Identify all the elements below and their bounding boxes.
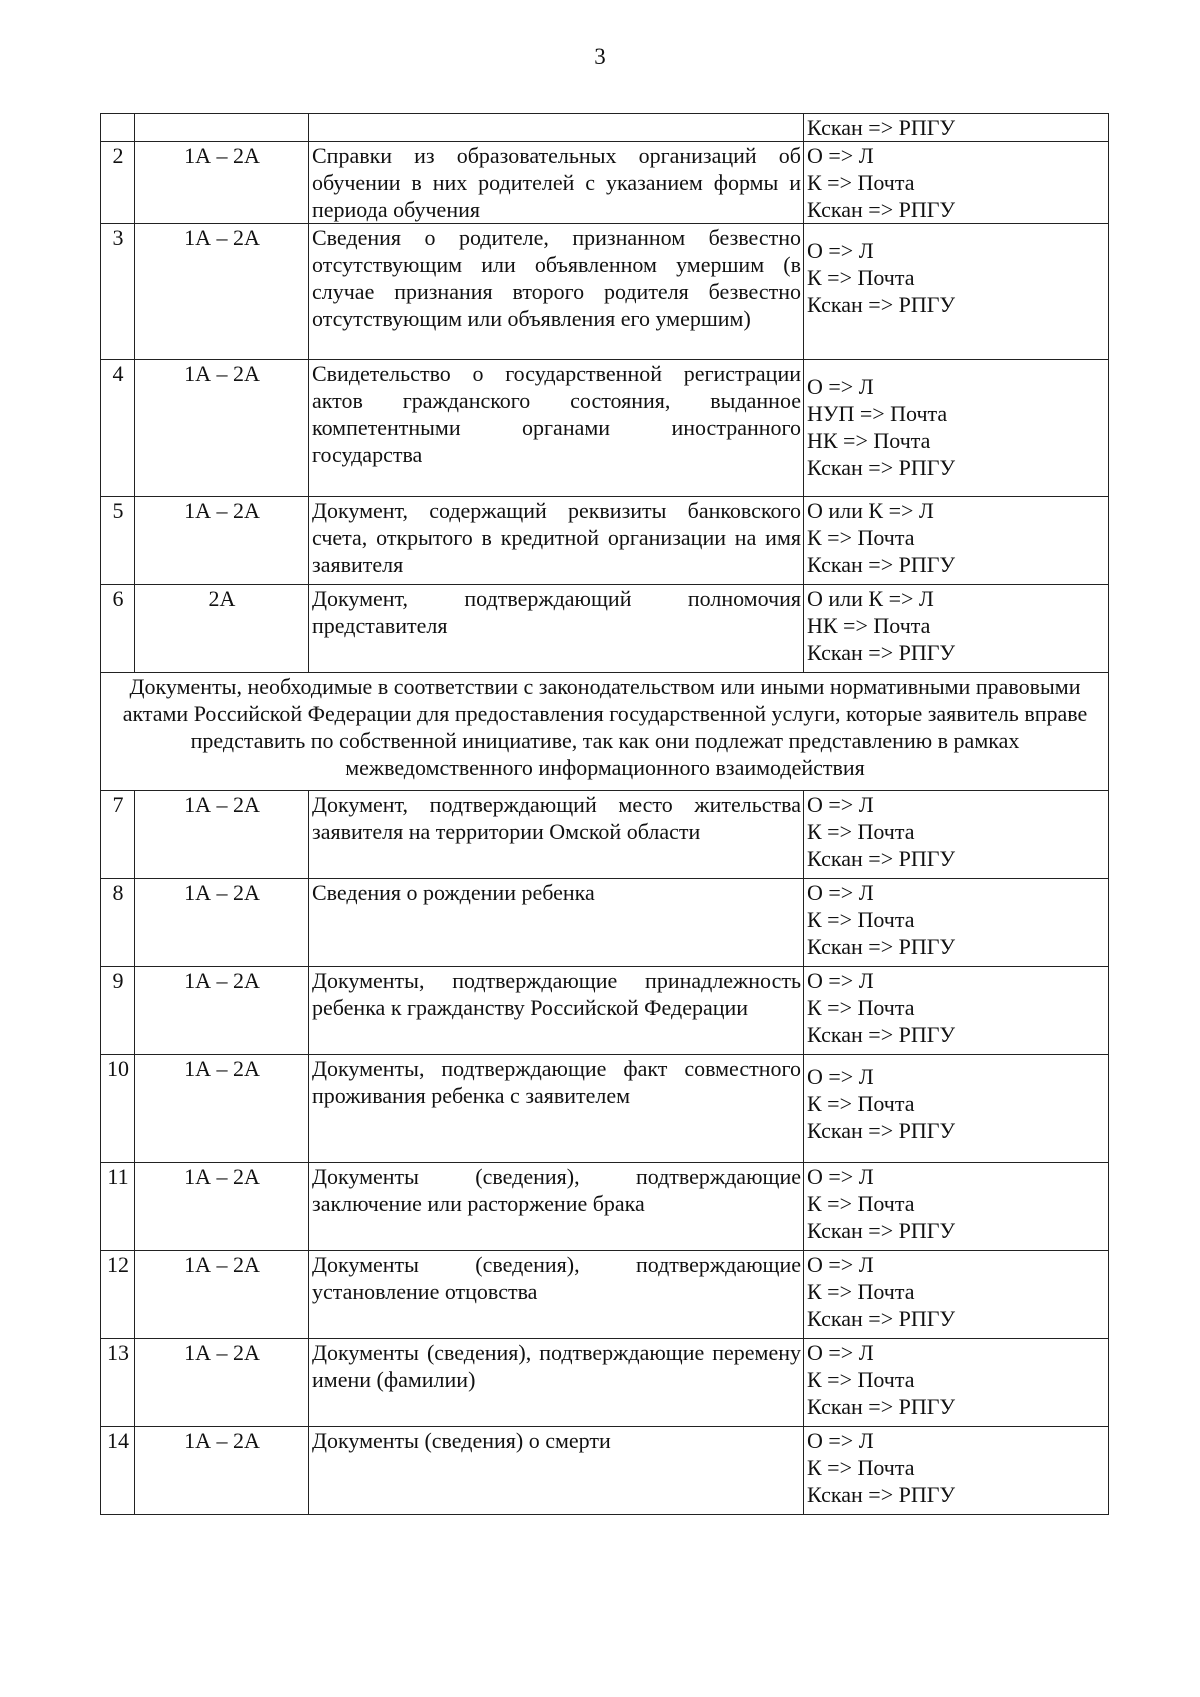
method-line: О или К => Л <box>807 586 934 611</box>
row-description: Документы, подтверждающие принадлежность ребенка к гражданству Российской Федерации <box>309 967 804 1055</box>
section-heading-row <box>101 673 1109 791</box>
method-line: О => Л <box>807 1252 874 1277</box>
row-description: Документ, содержащий реквизиты банковского счета, открытого в кредитной организации на имя заявителя <box>309 497 804 585</box>
table-row <box>101 1427 1109 1515</box>
row-number: 2 <box>101 142 135 224</box>
table-row <box>101 585 1109 673</box>
method-line: Кскан => РПГУ <box>807 1306 956 1331</box>
method-line: К => Почта <box>807 907 915 932</box>
row-number: 6 <box>101 585 135 673</box>
row-code: 1А – 2А <box>135 497 309 585</box>
table-row <box>101 1163 1109 1251</box>
row-code <box>135 114 309 142</box>
method-line: Кскан => РПГУ <box>807 197 956 222</box>
row-description: Документы, подтверждающие факт совместного проживания ребенка с заявителем <box>309 1055 804 1163</box>
method-line: Кскан => РПГУ <box>807 552 956 577</box>
method-line: Кскан => РПГУ <box>807 640 956 665</box>
row-code: 1А – 2А <box>135 1339 309 1427</box>
method-line: К => Почта <box>807 1455 915 1480</box>
method-line: О => Л <box>807 968 874 993</box>
row-number: 4 <box>101 360 135 497</box>
row-description: Справки из образовательных организаций об обучении в них родителей с указанием формы и периода обучения <box>309 142 804 224</box>
table-row <box>101 497 1109 585</box>
row-submission-methods <box>804 1251 1109 1339</box>
row-number: 8 <box>101 879 135 967</box>
documents-table <box>100 113 1109 1515</box>
row-submission-methods <box>804 497 1109 585</box>
row-submission-methods <box>804 1055 1109 1163</box>
row-code: 1А – 2А <box>135 360 309 497</box>
method-line: Кскан => РПГУ <box>807 1022 956 1047</box>
method-line: Кскан => РПГУ <box>807 1118 956 1143</box>
section-heading: Документы, необходимые в соответствии с законодательством или иными нормативными правовыми актами Российской Федерации для предоставления государственной услуги, которые заявитель вправе представить по собственной инициативе, так как они подлежат представлению в рамках межведомственного информационного взаимодействия <box>101 673 1109 791</box>
row-description: Сведения о родителе, признанном безвестно отсутствующим или объявленном умершим (в случае признания второго родителя безвестно отсутствующим или объявления его умершим) <box>309 224 804 360</box>
row-number: 3 <box>101 224 135 360</box>
row-submission-methods <box>804 1339 1109 1427</box>
row-description: Документы (сведения), подтверждающие установление отцовства <box>309 1251 804 1339</box>
row-number: 9 <box>101 967 135 1055</box>
row-number: 7 <box>101 791 135 879</box>
method-line: Кскан => РПГУ <box>807 1482 956 1507</box>
row-submission-methods <box>804 879 1109 967</box>
method-line: О => Л <box>807 374 874 399</box>
method-line: К => Почта <box>807 170 915 195</box>
table-row <box>101 879 1109 967</box>
method-line: Кскан => РПГУ <box>807 1394 956 1419</box>
method-line: О => Л <box>807 1164 874 1189</box>
row-submission-methods <box>804 967 1109 1055</box>
method-line: О => Л <box>807 143 874 168</box>
row-submission-methods <box>804 585 1109 673</box>
table-row <box>101 967 1109 1055</box>
method-line: О => Л <box>807 1064 874 1089</box>
table-row <box>101 1251 1109 1339</box>
row-number: 10 <box>101 1055 135 1163</box>
method-line: НУП => Почта <box>807 401 948 426</box>
row-description: Документ, подтверждающий место жительства заявителя на территории Омской области <box>309 791 804 879</box>
row-description: Документы (сведения), подтверждающие перемену имени (фамилии) <box>309 1339 804 1427</box>
row-code: 1А – 2А <box>135 1163 309 1251</box>
row-number: 13 <box>101 1339 135 1427</box>
table-row <box>101 224 1109 360</box>
row-submission-methods <box>804 142 1109 224</box>
method-line: Кскан => РПГУ <box>807 115 956 140</box>
row-code: 1А – 2А <box>135 879 309 967</box>
table-row <box>101 360 1109 497</box>
row-number <box>101 114 135 142</box>
row-submission-methods <box>804 1427 1109 1515</box>
row-submission-methods <box>804 1163 1109 1251</box>
row-submission-methods <box>804 791 1109 879</box>
row-number: 5 <box>101 497 135 585</box>
row-description: Сведения о рождении ребенка <box>309 879 804 967</box>
row-code: 1А – 2А <box>135 142 309 224</box>
method-line: О => Л <box>807 880 874 905</box>
row-description: Документ, подтверждающий полномочия представителя <box>309 585 804 673</box>
table-row <box>101 1055 1109 1163</box>
method-line: Кскан => РПГУ <box>807 455 956 480</box>
table-row <box>101 1339 1109 1427</box>
row-description: Документы (сведения), подтверждающие заключение или расторжение брака <box>309 1163 804 1251</box>
row-number: 12 <box>101 1251 135 1339</box>
method-line: НК => Почта <box>807 613 931 638</box>
table-row <box>101 791 1109 879</box>
method-line: Кскан => РПГУ <box>807 1218 956 1243</box>
method-line: О => Л <box>807 238 874 263</box>
row-description: Свидетельство о государственной регистрации актов гражданского состояния, выданное компетентными органами иностранного государства <box>309 360 804 497</box>
method-line: К => Почта <box>807 995 915 1020</box>
row-number: 14 <box>101 1427 135 1515</box>
row-code: 1А – 2А <box>135 1427 309 1515</box>
method-line: О или К => Л <box>807 498 934 523</box>
method-line: Кскан => РПГУ <box>807 846 956 871</box>
row-submission-methods <box>804 224 1109 360</box>
row-code: 1А – 2А <box>135 791 309 879</box>
method-line: О => Л <box>807 1428 874 1453</box>
row-submission-methods <box>804 360 1109 497</box>
method-line: НК => Почта <box>807 428 931 453</box>
table-row <box>101 142 1109 224</box>
row-description: Документы (сведения) о смерти <box>309 1427 804 1515</box>
method-line: К => Почта <box>807 1091 915 1116</box>
method-line: Кскан => РПГУ <box>807 292 956 317</box>
method-line: К => Почта <box>807 1367 915 1392</box>
method-line: К => Почта <box>807 1279 915 1304</box>
row-code: 1А – 2А <box>135 224 309 360</box>
row-number: 11 <box>101 1163 135 1251</box>
row-submission-methods <box>804 114 1109 142</box>
table-row <box>101 114 1109 142</box>
row-description <box>309 114 804 142</box>
method-line: К => Почта <box>807 819 915 844</box>
method-line: К => Почта <box>807 265 915 290</box>
row-code: 1А – 2А <box>135 1251 309 1339</box>
page-number: 3 <box>594 44 606 69</box>
row-code: 2А <box>135 585 309 673</box>
row-code: 1А – 2А <box>135 1055 309 1163</box>
method-line: К => Почта <box>807 525 915 550</box>
method-line: К => Почта <box>807 1191 915 1216</box>
method-line: О => Л <box>807 1340 874 1365</box>
row-code: 1А – 2А <box>135 967 309 1055</box>
method-line: О => Л <box>807 792 874 817</box>
method-line: Кскан => РПГУ <box>807 934 956 959</box>
